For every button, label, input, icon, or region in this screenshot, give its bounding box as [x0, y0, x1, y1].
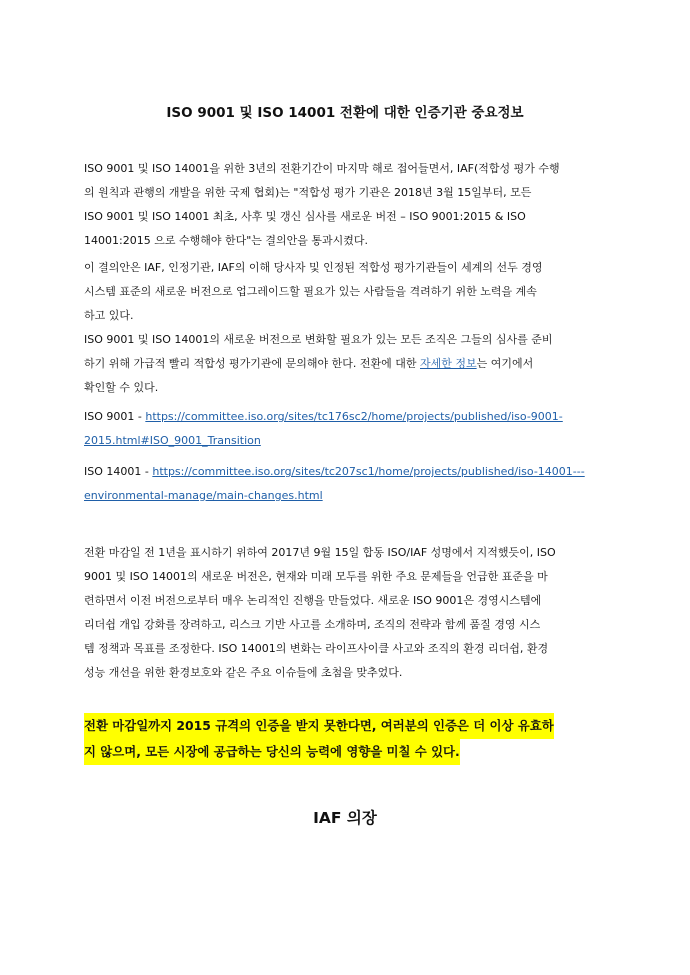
paragraph-resolution — [84, 157, 608, 253]
text-segment: 는 여기에서 — [476, 357, 534, 370]
text-line: 성능 개선을 위한 환경보호와 같은 주요 이슈들에 초첨을 맞추었다. — [84, 666, 403, 679]
text-line: 하고 있다. — [84, 309, 134, 322]
iso14001-label: ISO 14001 - — [84, 465, 153, 478]
highlighted-warning — [84, 713, 608, 765]
signature: IAF 의장 — [313, 809, 377, 827]
text-line — [84, 352, 608, 376]
iso14001-reference — [84, 460, 608, 508]
text-line: ISO 9001 및 ISO 14001의 새로운 버전으로 변화할 필요가 있는 모든 조직은 그들의 심사를 준비 — [84, 333, 553, 346]
text-segment: 하기 위해 가급적 빨리 적합성 평가기관에 문의해야 한다. 전환에 대한 — [84, 357, 420, 370]
paragraph-effort — [84, 256, 608, 328]
paragraph-contact — [84, 328, 608, 400]
text-line — [84, 484, 608, 508]
text-line — [84, 429, 608, 453]
text-line: 의 원칙과 관행의 개발을 위한 국제 협회)는 "적합성 평가 기관은 2018년 3월 15일부터, 모든 — [84, 186, 532, 199]
text-line: 확인할 수 있다. — [84, 381, 159, 394]
text-line: 9001 및 ISO 14001의 새로운 버전은, 현재와 미래 모두를 위한 주요 문제들을 언급한 표준을 마 — [84, 570, 548, 583]
text-line: ISO 9001 및 ISO 14001을 위한 3년의 전환기간이 마지막 해로 접어들면서, IAF(적합성 평가 수행 — [84, 162, 560, 175]
text-line: 전환 마감일 전 1년을 표시하기 위하여 2017년 9월 15일 합동 ISO/IAF 성명에서 지적했듯이, ISO — [84, 546, 556, 559]
iso9001-label: ISO 9001 - — [84, 410, 146, 423]
highlight-line: 전환 마감일까지 2015 규격의 인증을 받지 못한다면, 여러분의 인증은 더 이상 유효하 — [84, 713, 554, 739]
text-line: 이 결의안은 IAF, 인정기관, IAF의 이해 당사자 및 인정된 적합성 평가기관들이 세계의 선두 경영 — [84, 261, 543, 274]
text-line — [84, 405, 608, 429]
text-line: 리더쉽 개입 강화를 장려하고, 리스크 기반 사고를 소개하며, 조직의 전략과 함께 품질 경영 시스 — [84, 618, 541, 631]
document-title: ISO 9001 및 ISO 14001 전환에 대한 인증기관 중요정보 — [166, 105, 524, 121]
text-line: 련하면서 이전 버전으로부터 매우 논리적인 진행을 만들었다. 새로운 ISO 9001은 경영시스템에 — [84, 594, 542, 607]
text-line: ISO 9001 및 ISO 14001 최초, 사후 및 갱신 심사를 새로운 버전 – ISO 9001:2015 & ISO — [84, 210, 526, 223]
iso14001-url-link-continued[interactable]: environmental-manage/main-changes.html — [84, 489, 323, 502]
more-info-link[interactable]: 자세한 정보 — [420, 357, 477, 370]
iso14001-url-link[interactable]: https://committee.iso.org/sites/tc207sc1/home/projects/published/iso-14001--- — [152, 465, 585, 478]
text-line: 14001:2015 으로 수행해야 한다"는 결의안을 통과시켰다. — [84, 234, 368, 247]
iso9001-url-link-continued[interactable]: 2015.html#ISO_9001_Transition — [84, 434, 261, 447]
text-line: 시스템 표준의 새로운 버전으로 업그레이드할 필요가 있는 사람들을 격려하기 위한 노력을 계속 — [84, 285, 537, 298]
paragraph-changes — [84, 541, 608, 685]
highlight-line: 지 않으며, 모든 시장에 공급하는 당신의 능력에 영향을 미칠 수 있다. — [84, 739, 460, 765]
iso9001-url-link[interactable]: https://committee.iso.org/sites/tc176sc2/home/projects/published/iso-9001- — [145, 410, 563, 423]
text-line: 템 정책과 목표를 조정한다. ISO 14001의 변화는 라이프사이클 사고와 조직의 환경 리더쉽, 환경 — [84, 642, 549, 655]
text-line — [84, 460, 608, 484]
iso9001-reference — [84, 405, 608, 453]
